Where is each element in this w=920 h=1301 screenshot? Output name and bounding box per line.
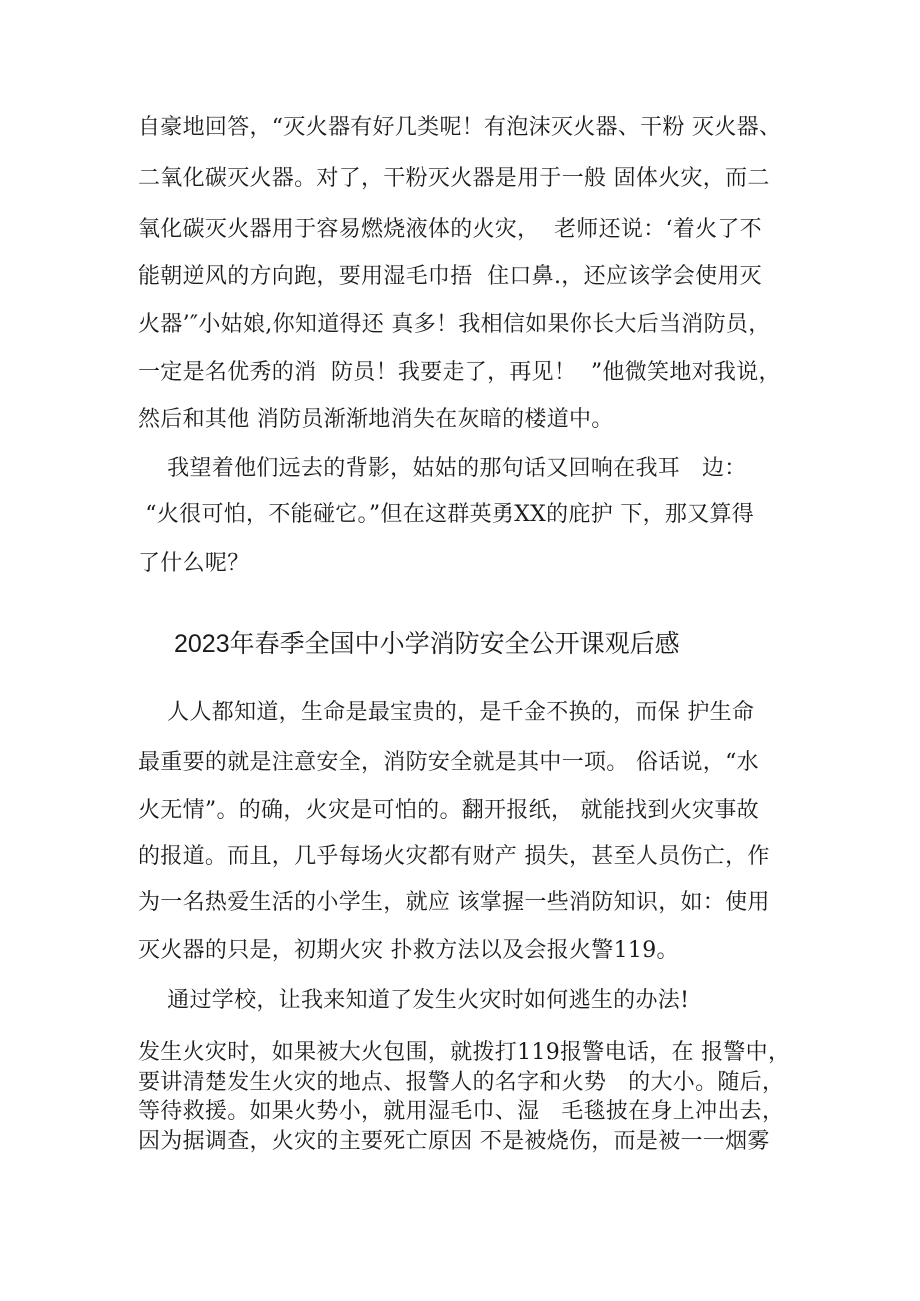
text-line: 最重要的就是注意安全，消防安全就是其中一项。 俗话说，“水 <box>138 750 759 775</box>
text-line: 的报道。而且，几乎每场火灾都有财产 损失，甚至人员伤亡，作 <box>138 844 770 869</box>
article-title: 2023年春季全国中小学消防安全公开课观后感 <box>174 630 680 658</box>
text-line: 发生火灾时，如果被大火包围，就拨打119报警电话，在 报警中， <box>138 1040 791 1065</box>
text-line: “火很可怕，不能碰它。”但在这群英勇XX的庇护 下，那又算得 <box>138 502 755 527</box>
text-line: 火器’″小姑娘,你知道得还 真多！我相信如果你长大后当消防员， <box>138 312 771 337</box>
text-line: 灭火器的只是，初期火灾 扑救方法以及会报火警119。 <box>138 938 679 963</box>
text-line: 了什么呢？ <box>138 551 250 576</box>
text-line: 火无情”。的确，火灾是可怕的。翻开报纸， 就能找到火灾事故 <box>138 798 759 823</box>
text-line: 能朝逆风的方向跑，要用湿毛巾捂 住口鼻.，还应该学会使用灭 <box>138 264 762 289</box>
text-line: 为一名热爱生活的小学生，就应 该掌握一些消防知识，如：使用 <box>138 890 770 915</box>
text-line: 二氧化碳灭火器。对了，干粉灭火器是用于一般 固体火灾，而二 <box>138 166 770 191</box>
text-line: 氧化碳灭火器用于容易燃烧液体的火灾， 老师还说：‘着火了不 <box>138 217 762 242</box>
text-line: 自豪地回答，“灭火器有好几类呢！有泡沫灭火器、干粉 灭火器、 <box>138 115 782 140</box>
text-line: 人人都知道，生命是最宝贵的，是千金不换的，而保 护生命 <box>138 700 755 725</box>
text-line: 等待救援。如果火势小，就用湿毛巾、湿 毛毯披在身上冲出去， <box>138 1099 785 1124</box>
text-line: 因为据调查，火灾的主要死亡原因 不是被烧伤，而是被一一烟雾 <box>138 1129 770 1154</box>
text-line: 我望着他们远去的背影，姑姑的那句话又回响在我耳 边： <box>138 456 747 481</box>
text-line: 通过学校，让我来知道了发生火灾时如何逃生的办法! <box>138 988 690 1013</box>
text-line: 一定是名优秀的消 防员！我要走了，再见！ ”他微笑地对我说， <box>138 360 781 385</box>
text-line: 然后和其他 消防员渐渐地消失在灰暗的楼道中。 <box>138 407 614 432</box>
text-line: 要讲清楚发生火灾的地点、报警人的名字和火势 的大小。随后， <box>138 1070 785 1095</box>
